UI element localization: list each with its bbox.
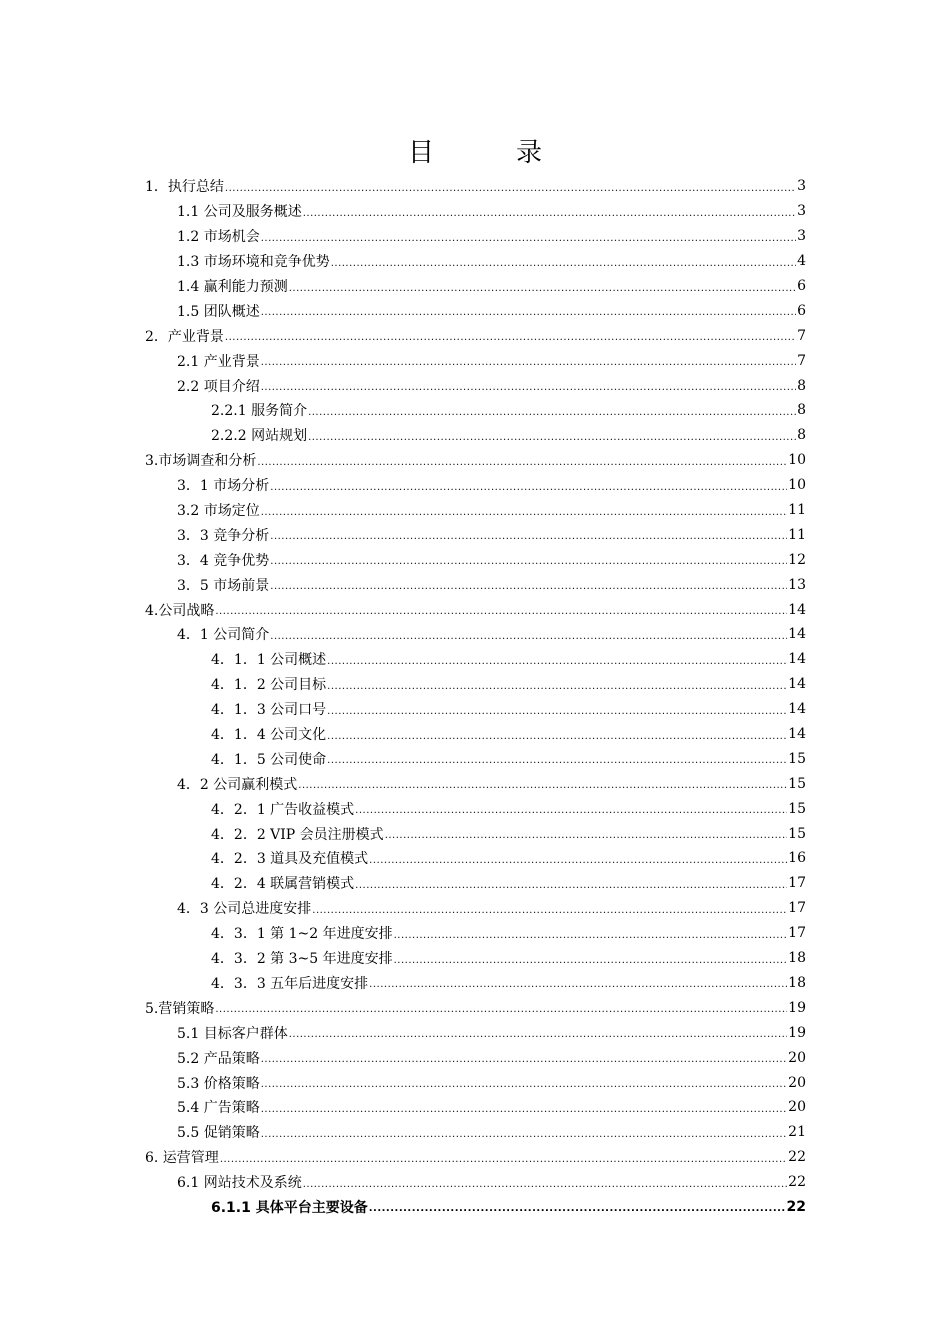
toc-entry-label: 5.4 广告策略 (177, 1100, 260, 1117)
toc-dot-leader (261, 229, 796, 244)
toc-entry-label: 3．1 市场分析 (177, 478, 270, 495)
toc-entry-label: 5.5 促销策略 (177, 1125, 260, 1142)
toc-entry-label: 3.市场调查和分析 (145, 453, 257, 470)
toc-dot-leader (225, 179, 796, 194)
toc-entry[interactable] (145, 373, 806, 398)
toc-entry-label: 4．1．2 公司目标 (211, 677, 327, 694)
toc-entry[interactable] (145, 398, 806, 423)
toc-entry[interactable] (145, 896, 806, 921)
toc-entry[interactable] (145, 298, 806, 323)
toc-dot-leader (308, 403, 796, 418)
toc-dot-leader (270, 577, 787, 592)
toc-entry-label: 4．1 公司简介 (177, 627, 270, 644)
toc-entry-page: 10 (788, 452, 806, 469)
toc-entry[interactable] (145, 971, 806, 996)
toc-entry-label: 1.4 赢利能力预测 (177, 279, 288, 295)
toc-entry-page: 10 (788, 477, 806, 494)
toc-entry-page: 8 (797, 377, 806, 394)
toc-entry-label: 2.2.1 服务简介 (211, 403, 308, 420)
toc-entry-page: 20 (788, 1074, 806, 1091)
toc-entry-page: 7 (797, 327, 806, 344)
toc-entry-label: 2.1 产业背景 (177, 353, 260, 370)
toc-entry-label: 5.3 价格策略 (177, 1075, 260, 1092)
toc-entry-page: 20 (788, 1099, 806, 1116)
toc-entry-label: 1.3 市场环境和竞争优势 (177, 254, 330, 271)
toc-entry-page: 14 (788, 626, 806, 643)
toc-dot-leader (261, 503, 787, 518)
toc-dot-leader (261, 1100, 787, 1115)
toc-entry-page: 14 (788, 651, 806, 668)
toc-dot-leader (303, 1175, 787, 1190)
toc-entry[interactable] (145, 771, 806, 796)
toc-dot-leader (369, 851, 787, 866)
toc-entry-page: 14 (788, 601, 806, 618)
toc-entry-page: 22 (788, 1174, 806, 1191)
toc-dot-leader (261, 303, 796, 318)
toc-entry-page: 8 (797, 427, 806, 444)
toc-entry[interactable] (145, 224, 806, 249)
toc-entry-label: 6. 运营管理 (145, 1150, 219, 1167)
toc-entry[interactable] (145, 498, 806, 523)
toc-entry-label: 6.1.1 具体平台主要设备 (211, 1199, 368, 1216)
toc-entry[interactable] (145, 995, 806, 1020)
page-title: 目 录 (407, 138, 570, 168)
toc-entry-label: 4．2．1 广告收益模式 (211, 801, 355, 818)
toc-entry[interactable] (145, 473, 806, 498)
toc-dot-leader (385, 826, 787, 841)
toc-entry[interactable] (145, 348, 806, 373)
toc-entry-label: 4．1．3 公司口号 (211, 702, 327, 719)
toc-entry[interactable] (145, 871, 806, 896)
toc-entry-page: 12 (788, 551, 806, 568)
toc-entry[interactable] (145, 199, 806, 224)
toc-entry[interactable] (145, 1045, 806, 1070)
toc-entry-page: 19 (788, 1024, 806, 1041)
toc-dot-leader (270, 552, 787, 567)
toc-entry-label: 4.公司战略 (145, 602, 215, 619)
toc-dot-leader (261, 1050, 787, 1065)
toc-entry-label: 3．3 竞争分析 (177, 527, 270, 544)
toc-dot-leader (261, 1075, 787, 1090)
toc-entry[interactable] (145, 597, 806, 622)
toc-entry-page: 11 (788, 526, 806, 543)
toc-entry-page: 7 (797, 352, 806, 369)
toc-entry-label: 4．3．3 五年后进度安排 (211, 975, 369, 992)
toc-dot-leader (303, 204, 796, 219)
toc-dot-leader (261, 1125, 787, 1140)
toc-entry[interactable] (145, 1170, 806, 1195)
toc-entry-page: 11 (788, 502, 806, 519)
toc-entry-page: 22 (786, 1198, 806, 1215)
toc-dot-leader (327, 751, 787, 766)
toc-dot-leader (394, 926, 788, 941)
toc-entry-page: 3 (797, 203, 806, 220)
toc-entry-page: 15 (788, 825, 806, 842)
toc-entry[interactable] (145, 448, 806, 473)
toc-entry[interactable] (145, 946, 806, 971)
toc-entry-label: 1．执行总结 (145, 179, 224, 196)
toc-entry-label: 1.2 市场机会 (177, 229, 260, 246)
toc-entry-page: 16 (788, 850, 806, 867)
toc-dot-leader (327, 727, 787, 742)
toc-dot-leader (289, 279, 796, 294)
toc-dot-leader (289, 1025, 787, 1040)
toc-entry-page: 22 (788, 1149, 806, 1166)
toc-entry[interactable] (145, 722, 806, 747)
toc-entry[interactable] (145, 323, 806, 348)
toc-dot-leader (225, 328, 796, 343)
toc-entry[interactable] (145, 572, 806, 597)
toc-entry-label: 4．3．1 第 1~2 年进度安排 (211, 926, 393, 943)
toc-entry[interactable] (145, 1195, 806, 1220)
toc-entry[interactable] (145, 274, 806, 299)
toc-dot-leader (257, 453, 787, 468)
toc-entry[interactable] (145, 522, 806, 547)
toc-dot-leader (270, 627, 787, 642)
toc-entry-page: 15 (788, 750, 806, 767)
toc-dot-leader (369, 975, 787, 990)
toc-entry-page: 8 (797, 402, 806, 419)
toc-dot-leader (312, 901, 787, 916)
toc-entry[interactable] (145, 796, 806, 821)
toc-dot-leader (355, 801, 787, 816)
toc-entry-label: 5.营销策略 (145, 1000, 215, 1017)
toc-entry[interactable] (145, 672, 806, 697)
toc-dot-leader (327, 702, 787, 717)
toc-entry-page: 15 (788, 800, 806, 817)
toc-entry-label: 4．3 公司总进度安排 (177, 901, 312, 918)
toc-entry-page: 17 (788, 875, 806, 892)
toc-entry-page: 20 (788, 1049, 806, 1066)
toc-entry-page: 13 (788, 576, 806, 593)
toc-entry-label: 4．2．4 联属营销模式 (211, 876, 355, 893)
toc-entry-label: 2.2 项目介绍 (177, 378, 260, 395)
toc-entry[interactable] (145, 1145, 806, 1170)
toc-entry-label: 2.2.2 网站规划 (211, 428, 308, 445)
toc-dot-leader (355, 876, 787, 891)
toc-dot-leader (270, 478, 787, 493)
toc-entry-label: 4．1．4 公司文化 (211, 727, 327, 744)
toc-dot-leader (215, 602, 787, 617)
toc-entry[interactable] (145, 423, 806, 448)
toc-entry-label: 2．产业背景 (145, 328, 224, 345)
toc-dot-leader (298, 776, 787, 791)
toc-entry-label: 3.2 市场定位 (177, 503, 260, 520)
toc-dot-leader (215, 1000, 787, 1015)
toc-dot-leader (331, 254, 796, 269)
toc-entry-page: 21 (788, 1124, 806, 1141)
toc-entry-page: 19 (788, 999, 806, 1016)
toc-entry-label: 4．3．2 第 3~5 年进度安排 (211, 951, 393, 968)
toc-entry-page: 14 (788, 701, 806, 718)
toc-entry[interactable] (145, 921, 806, 946)
toc-entry[interactable] (145, 647, 806, 672)
toc-entry-label: 3．5 市场前景 (177, 577, 270, 594)
toc-entry-label: 4．2．3 道具及充值模式 (211, 851, 369, 868)
toc-entry-page: 14 (788, 726, 806, 743)
toc-entry-page: 6 (797, 278, 806, 294)
toc-entry[interactable] (145, 697, 806, 722)
toc-entry[interactable] (145, 1095, 806, 1120)
toc-entry-label: 4．1．1 公司概述 (211, 652, 327, 669)
toc-entry[interactable] (145, 1120, 806, 1145)
toc-entry-label: 5.1 目标客户群体 (177, 1025, 288, 1042)
toc-entry[interactable] (145, 746, 806, 771)
toc-entry-label: 4．2 公司赢利模式 (177, 776, 298, 793)
toc-dot-leader (327, 677, 787, 692)
toc-dot-leader (220, 1150, 787, 1165)
toc-dot-leader (369, 1199, 786, 1214)
toc-entry-label: 1.5 团队概述 (177, 303, 260, 320)
toc-dot-leader (327, 652, 787, 667)
toc-entry-label: 5.2 产品策略 (177, 1050, 260, 1067)
toc-dot-leader (261, 353, 796, 368)
toc-entry[interactable] (145, 622, 806, 647)
toc-entry-page: 18 (788, 974, 806, 991)
toc-dot-leader (261, 378, 796, 393)
table-of-contents (145, 174, 806, 1219)
toc-entry-page: 18 (788, 950, 806, 967)
toc-entry-label: 4．1．5 公司使命 (211, 751, 327, 768)
toc-entry[interactable] (145, 249, 806, 274)
toc-entry-page: 14 (788, 676, 806, 693)
toc-entry-label: 3．4 竞争优势 (177, 552, 270, 569)
toc-entry[interactable] (145, 547, 806, 572)
toc-dot-leader (308, 428, 796, 443)
toc-entry-page: 17 (788, 925, 806, 942)
toc-dot-leader (270, 527, 787, 542)
toc-entry-page: 17 (788, 900, 806, 917)
toc-entry[interactable] (145, 821, 806, 846)
toc-entry-page: 3 (797, 228, 806, 245)
toc-entry[interactable] (145, 846, 806, 871)
toc-entry[interactable] (145, 1020, 806, 1045)
toc-entry[interactable] (145, 1070, 806, 1095)
toc-entry-page: 15 (788, 775, 806, 792)
toc-entry[interactable] (145, 174, 806, 199)
toc-dot-leader (394, 951, 788, 966)
toc-entry-label: 1.1 公司及服务概述 (177, 204, 302, 221)
toc-entry-page: 4 (797, 253, 806, 270)
toc-entry-page: 6 (797, 302, 806, 319)
toc-entry-page: 3 (797, 178, 806, 195)
toc-entry-label: 4．2．2 VIP 会员注册模式 (211, 826, 384, 843)
toc-entry-label: 6.1 网站技术及系统 (177, 1175, 302, 1192)
